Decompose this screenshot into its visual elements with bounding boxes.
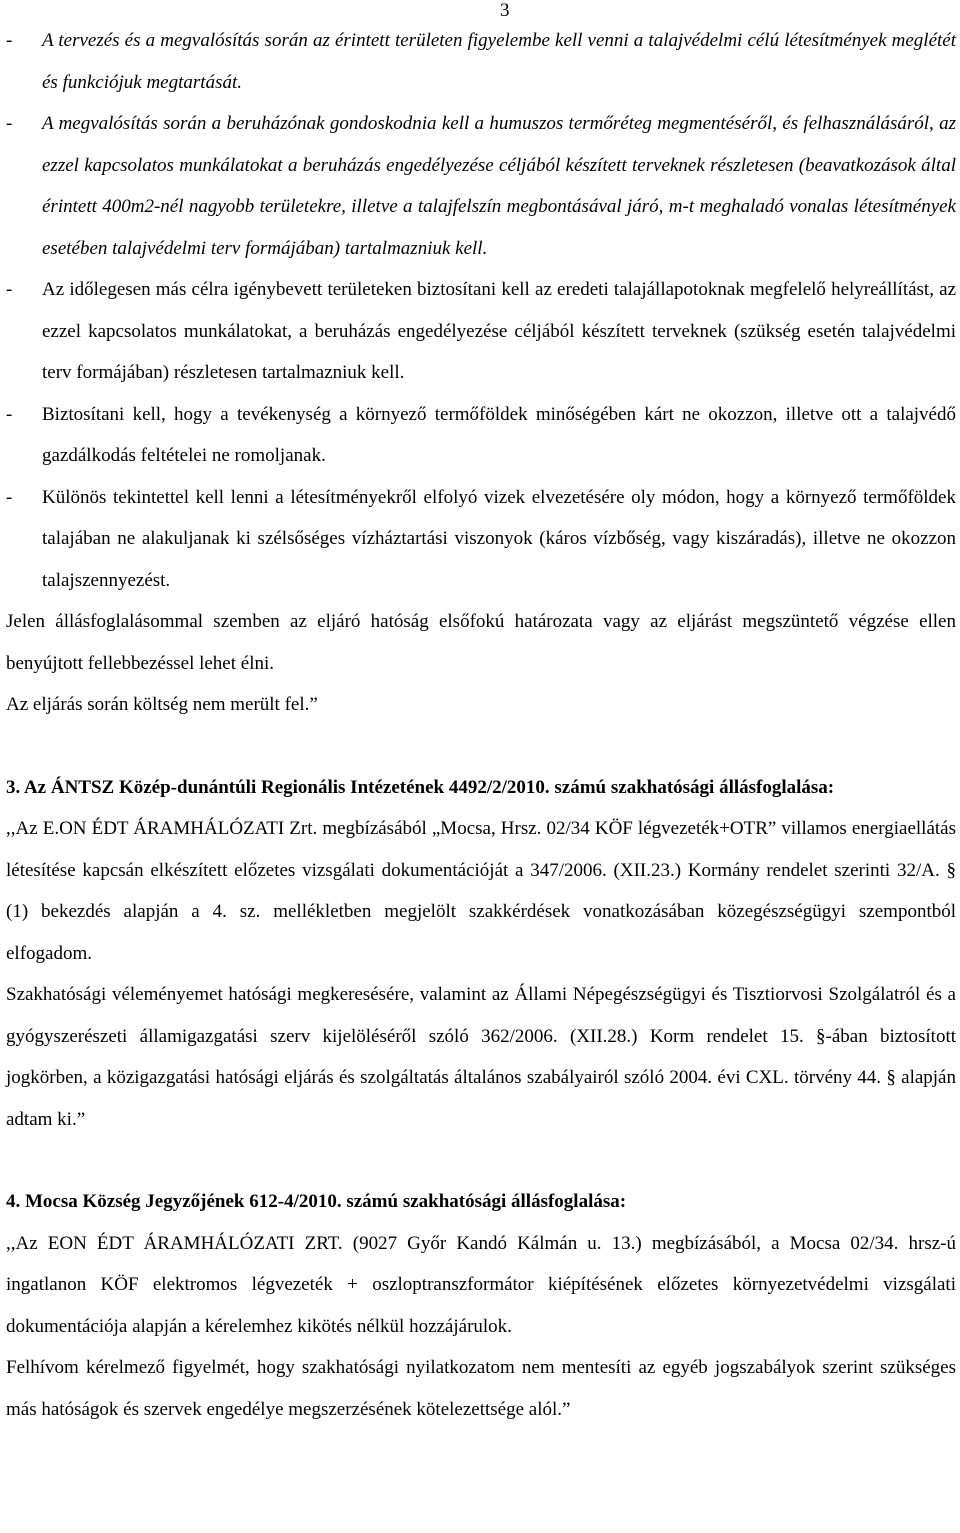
bullet-text: Különös tekintettel kell lenni a létesítményekről elfolyó vizek elvezetésére oly módon, hogy a környező termőföldek talajában ne alakuljanak ki szélsőséges vízháztartási viszonyok (káros vízbőség, vagy kiszáradás), illetve ne okozzon talajszennyezést. xyxy=(42,486,956,591)
section-3-heading: 3. Az ÁNTSZ Közép-dunántúli Regionális Intézetének 4492/2/2010. számú szakhatósági állásfoglalása: xyxy=(6,776,835,798)
bullet-text: A megvalósítás során a beruházónak gondoskodnia kell a humuszos termőréteg megmentéséről, és felhasználásáról, az ezzel kapcsolatos munkálatokat a beruházás engedélyezése céljából készített terveknek részletesen (beavatkozások által érintett 400m2-nél nagyobb területekre, illetve a talajfelszín megbontásával járó, m-t meghaladó vonalas létesítmények esetében talajvédelmi terv formájában) tartalmazniuk kell. xyxy=(42,113,956,259)
appeal-paragraph: Jelen állásfoglalásommal szemben az eljáró hatóság elsőfokú határozata vagy az eljárást megszüntető végzése ellen benyújtott fellebbezéssel lehet élni. xyxy=(6,611,956,674)
section-4-paragraph-2: Felhívom kérelmező figyelmét, hogy szakhatósági nyilatkozatom nem mentesíti az egyéb jogszabályok szerint szükséges más hatóságok és szervek engedélye megszerzésének kötelezettsége alól.” xyxy=(6,1357,956,1420)
bullet-dash: - xyxy=(6,30,13,51)
soil-bullet-4 xyxy=(6,394,956,477)
page-number: 3 xyxy=(500,0,510,21)
bullet-text: A tervezés és a megvalósítás során az érintett területen figyelembe kell venni a talajvédelmi célú létesítmények meglétét és funkciójuk megtartását. xyxy=(42,30,956,93)
bullet-text: Biztosítani kell, hogy a tevékenység a környező termőföldek minőségében kárt ne okozzon, illetve ott a talajvédő gazdálkodás feltételei ne romoljanak. xyxy=(42,403,956,466)
cost-paragraph: Az eljárás során költség nem merült fel.” xyxy=(6,694,318,715)
section-3-paragraph-2: Szakhatósági véleményemet hatósági megkeresésére, valamint az Állami Népegészségügyi és Tisztiorvosi Szolgálatról és a gyógyszerészeti államigazgatási szerv kijelöléséről szóló 362/2006. (XII.28.) Korm rendelet 15. §-ában biztosított jogkörben, a közigazgatási hatósági eljárás és szolgáltatás általános szabályairól szóló 2004. évi CXL. törvény 44. § alapján adtam ki.” xyxy=(6,984,956,1130)
soil-bullet-3 xyxy=(6,269,956,394)
bullet-text: Az időlegesen más célra igénybevett területeken biztosítani kell az eredeti talajállapotoknak megfelelő helyreállítást, az ezzel kapcsolatos munkálatokat, a beruházás engedélyezése céljából készített terveknek (szükség esetén talajvédelmi terv formájában) részletesen tartalmazniuk kell. xyxy=(42,279,956,383)
section-3-paragraph-1: ,,Az E.ON ÉDT ÁRAMHÁLÓZATI Zrt. megbízásából „Mocsa, Hrsz. 02/34 KÖF légvezeték+OTR” villamos energiaellátás létesítése kapcsán elkészített előzetes vizsgálati dokumentációját a 347/2006. (XII.23.) Kormány rendelet szerinti 32/A. § (1) bekezdés alapján a 4. sz. mellékletben megjelölt szakkérdések vonatkozásában közegészségügyi szempontból elfogadom. xyxy=(6,818,956,964)
section-4-paragraph-1: ,,Az EON ÉDT ÁRAMHÁLÓZATI ZRT. (9027 Győr Kandó Kálmán u. 13.) megbízásából, a Mocsa 02/34. hrsz-ú ingatlanon KÖF elektromos légvezeték + oszloptranszformátor kiépítésének előzetes környezetvédelmi vizsgálati dokumentációja alapján a kérelemhez kikötés nélkül hozzájárulok. xyxy=(6,1232,956,1337)
bullet-dash: - xyxy=(6,403,13,425)
bullet-dash: - xyxy=(6,486,13,508)
section-4-heading: 4. Mocsa Község Jegyzőjének 612-4/2010. számú szakhatósági állásfoglalása: xyxy=(6,1191,627,1212)
document-body xyxy=(6,20,956,1430)
section-gap xyxy=(6,1140,956,1181)
bullet-dash: - xyxy=(6,113,13,134)
soil-bullet-2 xyxy=(6,103,956,269)
section-gap xyxy=(6,726,956,767)
bullet-dash: - xyxy=(6,279,13,300)
soil-bullet-5 xyxy=(6,477,956,602)
soil-bullet-1 xyxy=(6,20,956,103)
